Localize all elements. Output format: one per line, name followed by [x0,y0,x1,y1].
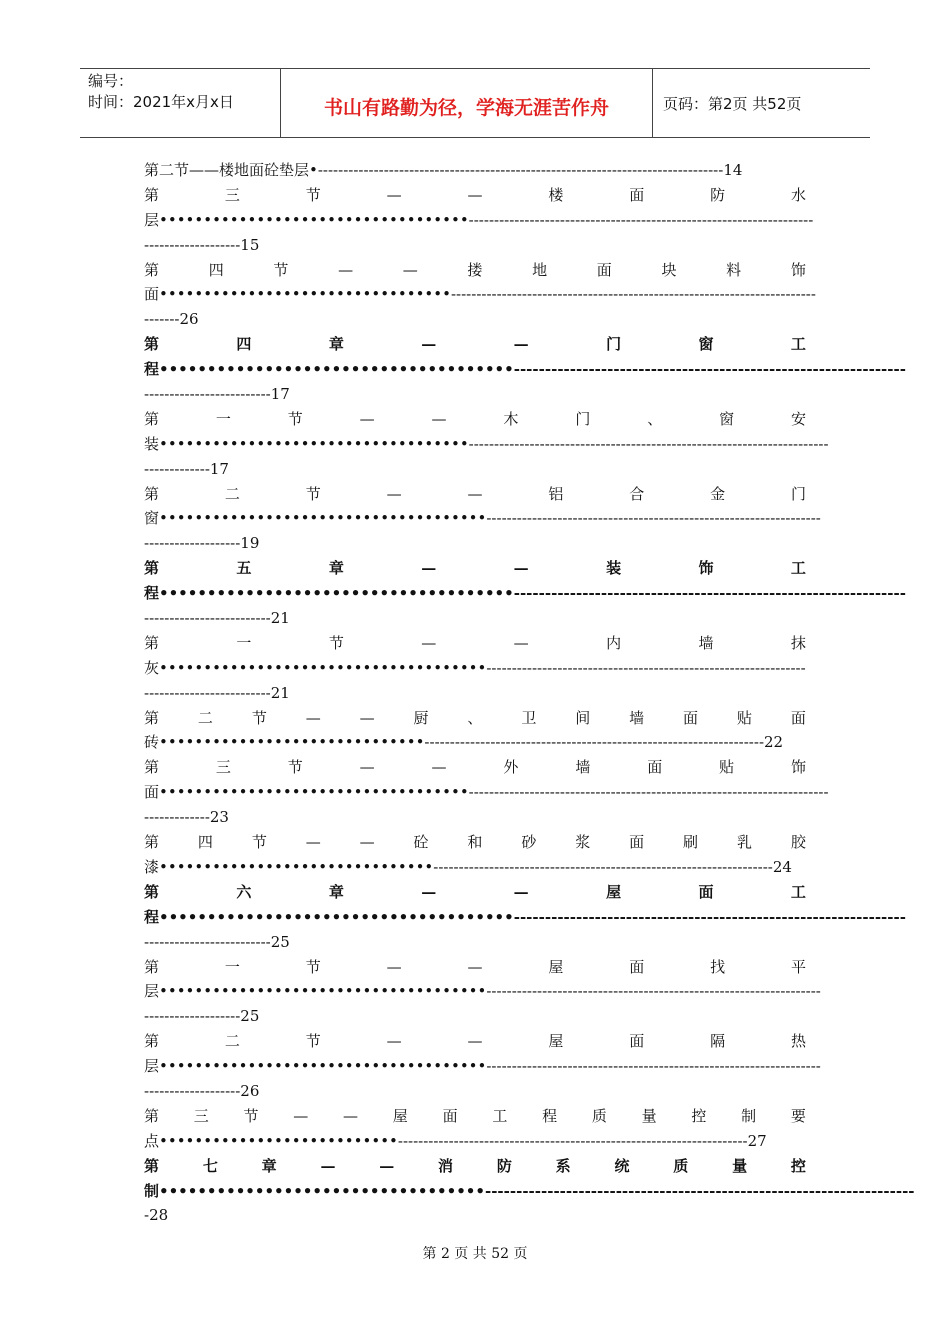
toc-char: 第 [144,758,160,777]
toc-char: 料 [726,260,742,279]
toc-char: 质 [591,1106,607,1125]
toc-char: 厨 [413,708,429,727]
toc-char: 工 [790,335,806,354]
toc-char: 第 [144,559,160,578]
toc-char: 砼 [413,833,429,852]
toc-char: 热 [790,1032,806,1051]
toc-char: — [386,957,402,976]
toc-line [144,955,806,980]
toc-char: 面 [647,758,663,777]
toc-char: 屋 [392,1106,408,1125]
toc-line: -------------------19 [144,534,260,553]
toc-char: 楼 [548,185,564,204]
toc-char: 饰 [790,758,806,777]
toc-char: — [467,185,483,204]
toc-char: 三 [193,1106,209,1125]
toc-char: — [431,758,447,777]
toc-char: 面 [629,833,645,852]
page-footer: 第 2 页 共 52 页 [422,1246,528,1262]
toc-line: -28 [144,1206,169,1225]
toc-char: 饰 [698,559,714,578]
toc-line: -------------------------17 [144,385,290,404]
header-page-info: 页码：第2页 共52页 [663,94,802,113]
toc-line [144,1104,806,1129]
toc-char: 内 [606,633,622,652]
date-label: 时间：2021年x月x日 [88,93,234,111]
toc-char: — [359,758,375,777]
toc-char: — [359,409,375,428]
toc-char: 一 [215,409,231,428]
toc-char: — [338,260,354,279]
toc-char: 间 [575,708,591,727]
toc-char: — [320,1156,336,1175]
toc-char: 块 [661,260,677,279]
toc-char: 屋 [606,882,622,901]
toc-char: 工 [790,882,806,901]
toc-line: 第二节——楼地面砼垫层•--------------------------------------------------------------------------------14 [144,161,743,179]
toc-char: 二 [224,484,240,503]
toc-char: 外 [503,758,519,777]
toc-char: 门 [606,335,622,354]
page-header [80,68,870,138]
toc-char: 屋 [548,1032,564,1051]
toc-line [144,183,806,208]
toc-line: 制••••••••••••••••••••••••••••••••••--------------------------------------------------------------------- [144,1181,915,1200]
toc-line: 面•••••••••••••••••••••••••••••••••••----------------------------------------------------------------------- [144,783,829,802]
toc-char: 、 [647,409,663,428]
toc-char: 金 [710,484,726,503]
toc-char: 质 [673,1156,689,1175]
toc-line: -------26 [144,310,199,329]
toc-char: 第 [144,1156,160,1175]
toc-char: — [421,335,437,354]
toc-line [144,706,806,731]
toc-line [144,755,806,780]
toc-char: 面 [629,1032,645,1051]
toc-char: — [293,1106,309,1125]
toc-line: 程•••••••••••••••••••••••••••••••••••••--------------------------------------------------------------- [144,360,906,379]
toc-line [144,880,806,905]
toc-line: 程•••••••••••••••••••••••••••••••••••••--------------------------------------------------------------- [144,907,906,926]
toc-char: 节 [305,484,321,503]
toc-char: 第 [144,957,160,976]
toc-char: — [513,882,529,901]
toc-char: — [467,957,483,976]
toc-line: 砖••••••••••••••••••••••••••••••-------------------------------------------------------------------22 [144,733,784,752]
toc-char: 系 [555,1156,571,1175]
header-meta [80,69,281,137]
toc-char: 节 [273,260,289,279]
toc-char: 四 [197,833,213,852]
toc-char: 找 [710,957,726,976]
toc-char: 第 [144,409,160,428]
toc-char: 节 [328,633,344,652]
toc-char: 章 [328,882,344,901]
toc-char: — [513,335,529,354]
toc-char: 饰 [790,260,806,279]
toc-char: 面 [698,882,714,901]
toc-line: 层•••••••••••••••••••••••••••••••••••••------------------------------------------------------------------ [144,982,821,1001]
toc-char: 装 [606,559,622,578]
toc-char: 六 [236,882,252,901]
toc-line: 层•••••••••••••••••••••••••••••••••••-------------------------------------------------------------------- [144,210,814,229]
toc-line: 层•••••••••••••••••••••••••••••••••••••------------------------------------------------------------------ [144,1057,821,1076]
toc-char: 节 [287,758,303,777]
toc-char: 工 [492,1106,508,1125]
toc-char: 节 [243,1106,259,1125]
toc-line [144,556,806,581]
toc-line: -------------23 [144,808,229,827]
toc-char: 三 [215,758,231,777]
toc-line [144,1154,806,1179]
toc-line [144,1029,806,1054]
toc-char: 节 [305,1032,321,1051]
toc-char: 卫 [521,708,537,727]
number-label: 编号： [88,72,134,90]
toc-line [144,258,806,283]
toc-char: 窗 [719,409,735,428]
toc-line: -------------------------25 [144,932,290,951]
toc-char: — [305,833,321,852]
toc-char: 第 [144,633,160,652]
toc-char: — [359,708,375,727]
toc-line: 窗•••••••••••••••••••••••••••••••••••••------------------------------------------------------------------ [144,509,821,528]
toc-char: — [421,633,437,652]
toc-char: 防 [710,185,726,204]
toc-char: — [513,633,529,652]
toc-char: — [359,833,375,852]
toc-char: — [467,484,483,503]
toc-line: 程•••••••••••••••••••••••••••••••••••••--------------------------------------------------------------- [144,584,906,603]
toc-char: 隔 [710,1032,726,1051]
toc-char: 第 [144,185,160,204]
toc-char: 二 [197,708,213,727]
toc-line [144,830,806,855]
toc-char: 工 [790,559,806,578]
toc-char: 一 [224,957,240,976]
toc-char: 章 [261,1156,277,1175]
toc-char: 合 [629,484,645,503]
toc-char: 地 [532,260,548,279]
toc-char: 节 [251,708,267,727]
toc-char: 铝 [548,484,564,503]
toc-char: 第 [144,335,160,354]
toc-char: 第 [144,260,160,279]
toc-char: 安 [790,409,806,428]
toc-char: 面 [442,1106,458,1125]
toc-line: -------------------------21 [144,683,290,702]
toc-line [144,332,806,357]
toc-char: 章 [328,559,344,578]
toc-char: 浆 [575,833,591,852]
toc-char: 第 [144,708,160,727]
toc-char: 砂 [521,833,537,852]
toc-char: — [421,882,437,901]
toc-char: 胶 [790,833,806,852]
toc-char: — [402,260,418,279]
header-motto: 书山有路勤为径，学海无涯苦作舟 [281,69,653,137]
toc-char: 量 [732,1156,748,1175]
toc-line [144,631,806,656]
toc-char: 一 [236,633,252,652]
toc-char: 窗 [698,335,714,354]
toc-line: -------------------26 [144,1081,260,1100]
toc-char: 五 [236,559,252,578]
toc-line: -------------------25 [144,1007,260,1026]
toc-char: 节 [305,957,321,976]
toc-char: 面 [683,708,699,727]
toc-line [144,482,806,507]
toc-char: — [431,409,447,428]
toc-char: 乳 [736,833,752,852]
toc-char: 面 [629,185,645,204]
toc-char: 防 [496,1156,512,1175]
toc-char: 第 [144,882,160,901]
toc-char: 第 [144,833,160,852]
toc-char: 制 [741,1106,757,1125]
toc-char: 二 [224,1032,240,1051]
toc-char: — [467,1032,483,1051]
toc-line: -------------------15 [144,235,260,254]
toc-char: 墙 [629,708,645,727]
toc-char: — [343,1106,359,1125]
toc-line [144,407,806,432]
toc-char: — [379,1156,395,1175]
toc-char: 节 [287,409,303,428]
toc-char: 面 [790,708,806,727]
toc-line: -------------17 [144,459,229,478]
toc-line: -------------------------21 [144,609,290,628]
toc-char: 面 [596,260,612,279]
toc-char: 搂 [467,260,483,279]
table-of-contents [144,158,915,1228]
toc-char: 和 [467,833,483,852]
toc-char: 面 [629,957,645,976]
toc-char: 平 [790,957,806,976]
toc-line: 面•••••••••••••••••••••••••••••••••------------------------------------------------------------------------ [144,285,816,304]
toc-char: 程 [542,1106,558,1125]
toc-line: 点•••••••••••••••••••••••••••---------------------------------------------------------------------27 [144,1131,767,1150]
toc-char: 统 [614,1156,630,1175]
toc-char: 章 [328,335,344,354]
toc-char: — [386,484,402,503]
toc-char: 、 [467,708,483,727]
toc-char: 水 [790,185,806,204]
toc-char: 消 [438,1156,454,1175]
toc-char: 第 [144,1032,160,1051]
toc-char: 节 [305,185,321,204]
toc-char: 墙 [575,758,591,777]
toc-char: 抹 [790,633,806,652]
toc-char: — [386,185,402,204]
toc-char: — [386,1032,402,1051]
toc-char: 门 [575,409,591,428]
toc-char: 控 [691,1106,707,1125]
toc-char: — [305,708,321,727]
toc-char: 第 [144,1106,160,1125]
toc-char: 节 [251,833,267,852]
toc-char: 刷 [683,833,699,852]
toc-line: 灰•••••••••••••••••••••••••••••••••••••--------------------------------------------------------------- [144,658,806,677]
toc-line: 漆•••••••••••••••••••••••••••••••-------------------------------------------------------------------24 [144,857,792,876]
toc-char: 控 [790,1156,806,1175]
toc-char: 贴 [736,708,752,727]
toc-line: 装•••••••••••••••••••••••••••••••••••----------------------------------------------------------------------- [144,434,829,453]
toc-char: 贴 [719,758,735,777]
toc-char: 七 [202,1156,218,1175]
toc-char: — [513,559,529,578]
toc-char: 屋 [548,957,564,976]
toc-char: 墙 [698,633,714,652]
toc-char: 要 [790,1106,806,1125]
toc-char: — [421,559,437,578]
toc-char: 四 [236,335,252,354]
toc-char: 木 [503,409,519,428]
toc-char: 四 [208,260,224,279]
toc-char: 第 [144,484,160,503]
toc-char: 量 [641,1106,657,1125]
toc-char: 三 [224,185,240,204]
toc-char: 门 [790,484,806,503]
